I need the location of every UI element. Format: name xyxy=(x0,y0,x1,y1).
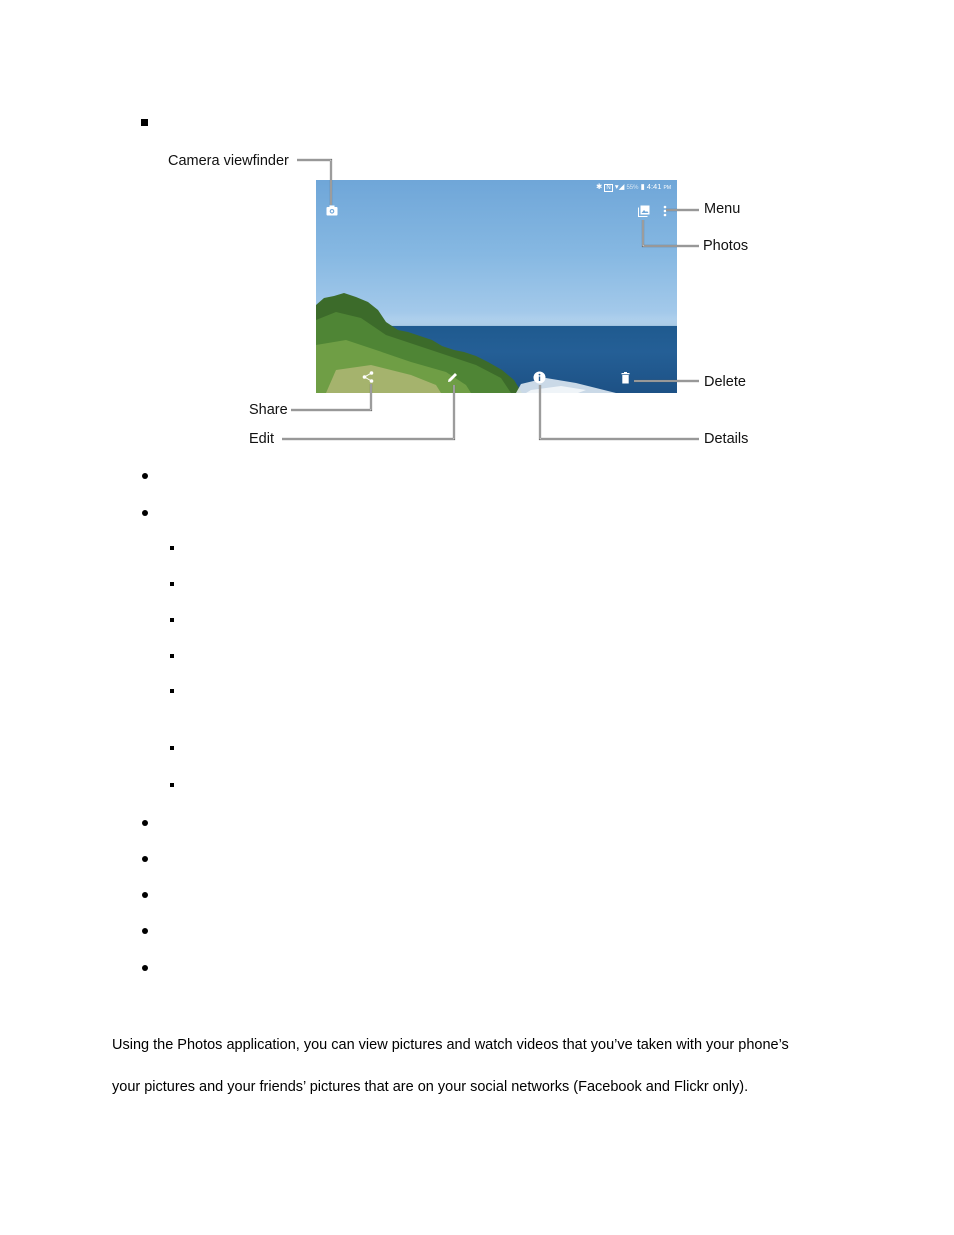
status-ampm: PM xyxy=(663,185,671,191)
battery-percent: 55% xyxy=(626,185,639,191)
sub-bullet-square xyxy=(170,582,174,586)
callout-menu: Menu xyxy=(704,201,741,217)
sub-bullet-square xyxy=(170,783,174,787)
sub-bullet-square xyxy=(170,654,174,658)
bullet-dot xyxy=(142,473,148,479)
callout-share: Share xyxy=(249,402,288,418)
callout-photos: Photos xyxy=(703,238,749,254)
paragraph-line-2: your pictures and your friends’ pictures that are on your social networks (Facebook and Flickr only). xyxy=(112,1079,749,1095)
bluetooth-icon: ✱ xyxy=(595,182,603,191)
bullet-dot xyxy=(142,928,148,934)
callout-details: Details xyxy=(704,431,749,447)
callout-leader-lines xyxy=(0,0,954,460)
callout-edit: Edit xyxy=(249,431,274,447)
paragraph-line-1: Using the Photos application, you can view pictures and watch videos that you’ve taken with your phone’s xyxy=(112,1037,789,1053)
sub-bullet-square xyxy=(170,546,174,550)
battery-icon: ▮ xyxy=(640,182,645,191)
callout-delete: Delete xyxy=(704,374,746,390)
status-time: 4:41 xyxy=(646,182,662,191)
bullet-dot xyxy=(142,892,148,898)
nfc-icon: N xyxy=(606,185,611,191)
callout-camera-viewfinder: Camera viewfinder xyxy=(168,153,289,169)
sub-bullet-square xyxy=(170,689,174,693)
wifi-icon: ▾ xyxy=(614,182,619,191)
sub-bullet-square xyxy=(170,746,174,750)
bullet-dot xyxy=(142,820,148,826)
bullet-dot xyxy=(142,965,148,971)
sub-bullet-square xyxy=(170,618,174,622)
signal-icon: ◢ xyxy=(618,182,625,191)
bullet-dot xyxy=(142,856,148,862)
bullet-dot xyxy=(142,510,148,516)
